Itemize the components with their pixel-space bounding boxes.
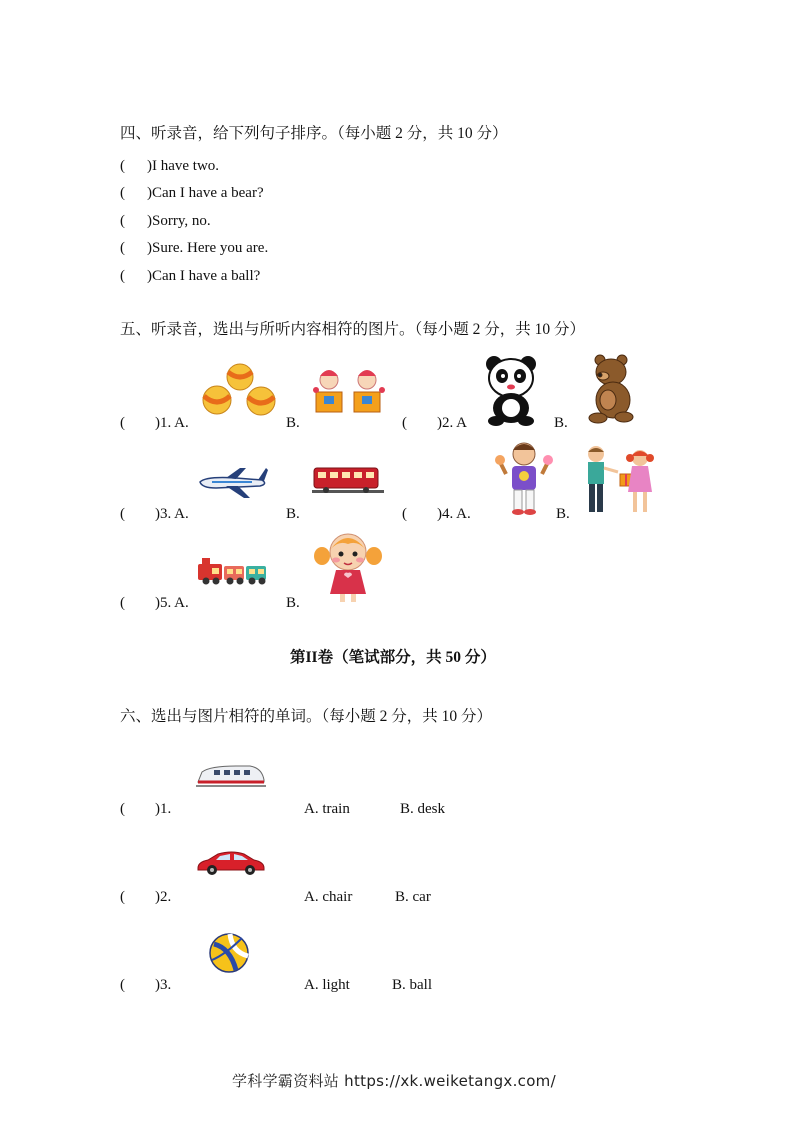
panda-icon xyxy=(484,354,540,426)
question-6-3-label: ( )3. xyxy=(120,977,172,993)
sentence-item xyxy=(120,184,264,202)
sentence-text: I have two. xyxy=(152,158,220,174)
question-3-label: ( )3. A. xyxy=(120,506,189,522)
close-bracket: ) xyxy=(147,240,152,256)
close-bracket: ) xyxy=(147,185,152,201)
close-bracket: ) xyxy=(147,268,152,284)
sentence-text: Can I have a ball? xyxy=(152,268,261,284)
option-b-label: B. xyxy=(556,506,570,522)
section-4-heading: 四、听录音，给下列句子排序。（每小题 2 分，共 10 分） xyxy=(120,125,508,142)
sentence-item xyxy=(120,212,211,230)
question-1-label: ( )1. A. xyxy=(120,415,189,431)
question-6-1-label: ( )1. xyxy=(120,801,172,817)
option-a-text: A. chair xyxy=(304,889,353,905)
red-car-icon xyxy=(196,850,266,876)
sentence-item xyxy=(120,267,260,285)
boy-giving-gift-icon xyxy=(584,444,658,518)
volume-2-title: 第II卷（笔试部分，共 50 分） xyxy=(290,649,496,666)
section-5-heading: 五、听录音，选出与所听内容相符的图片。（每小题 2 分，共 10 分） xyxy=(120,321,586,338)
option-b-text: B. ball xyxy=(392,977,432,993)
open-bracket: ( xyxy=(120,213,125,229)
balls-icon xyxy=(200,362,280,418)
question-5-label: ( )5. A. xyxy=(120,595,189,611)
open-bracket: ( xyxy=(120,158,125,174)
option-b-text: B. desk xyxy=(400,801,445,817)
section-6-heading: 六、选出与图片相符的单词。（每小题 2 分，共 10 分） xyxy=(120,708,493,725)
sentence-text: Can I have a bear? xyxy=(152,185,264,201)
close-bracket: ) xyxy=(147,213,152,229)
question-6-2-label: ( )2. xyxy=(120,889,172,905)
sentence-text: Sorry, no. xyxy=(152,213,211,229)
option-b-text: B. car xyxy=(395,889,431,905)
toy-train-icon xyxy=(196,556,270,586)
jack-in-the-box-icon xyxy=(310,368,390,414)
doll-icon xyxy=(314,530,382,604)
boy-with-ice-cream-icon xyxy=(494,440,554,518)
footer-watermark: 学科学霸资料站 https://xk.weiketangx.com/ xyxy=(232,1072,556,1090)
volleyball-icon xyxy=(208,932,250,974)
close-bracket: ) xyxy=(147,158,152,174)
sentence-item xyxy=(120,157,219,175)
train-icon xyxy=(312,462,384,498)
open-bracket: ( xyxy=(120,185,125,201)
open-bracket: ( xyxy=(120,268,125,284)
question-4-label: ( )4. A. xyxy=(402,506,471,522)
question-2-label: ( )2. A xyxy=(402,415,467,431)
option-a-text: A. train xyxy=(304,801,350,817)
high-speed-train-icon xyxy=(196,762,266,788)
option-b-label: B. xyxy=(554,415,568,431)
option-b-label: B. xyxy=(286,595,300,611)
option-a-text: A. light xyxy=(304,977,350,993)
open-bracket: ( xyxy=(120,240,125,256)
option-b-label: B. xyxy=(286,415,300,431)
bear-icon xyxy=(586,354,634,424)
sentence-item xyxy=(120,239,268,257)
option-b-label: B. xyxy=(286,506,300,522)
sentence-text: Sure. Here you are. xyxy=(152,240,269,256)
airplane-icon xyxy=(196,464,270,500)
